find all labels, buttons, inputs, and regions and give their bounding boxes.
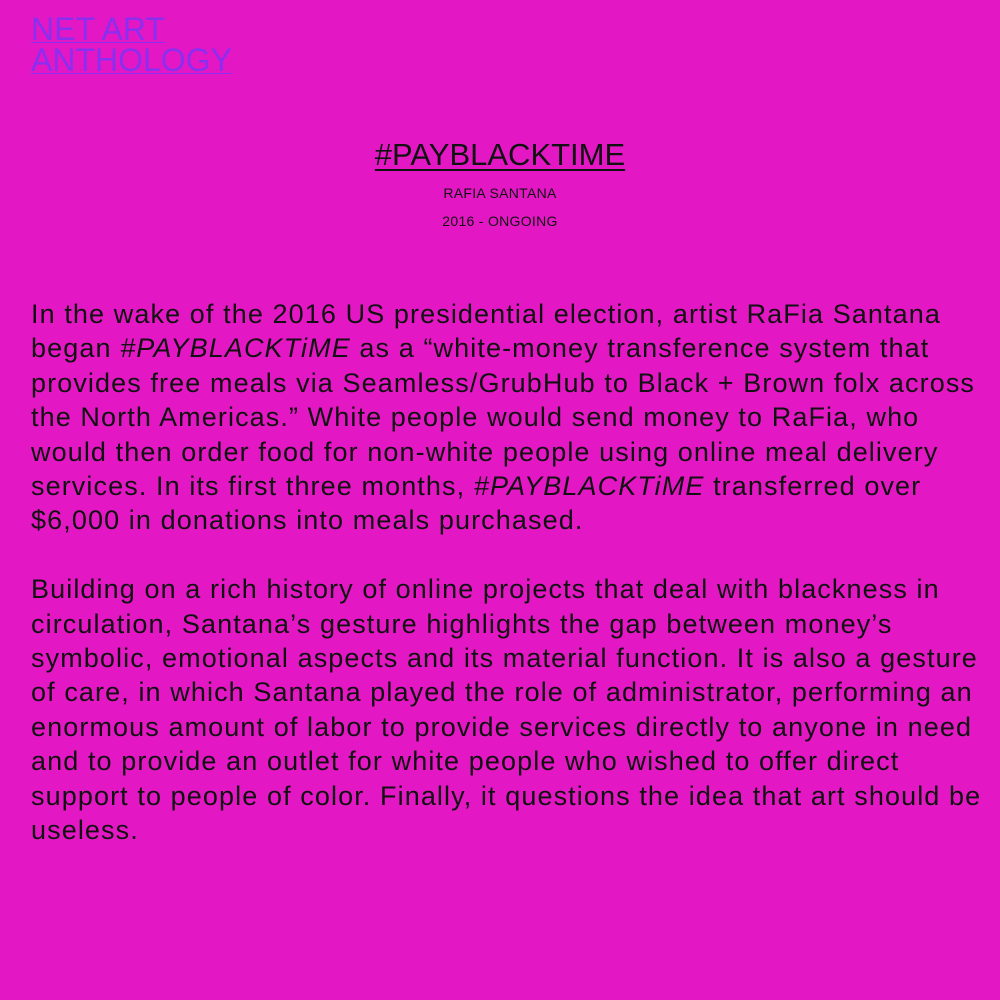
p1-text-b: as a “white-money transference system that provides free meals via Seamless/GrubHub to Black + Brown folx across the North Americas.” White people would send money to RaFia, who would then order food for non-white people using online meal delivery services. In its first three months, bbox=[31, 333, 976, 502]
description-paragraph-2: Building on a rich history of online projects that deal with blackness in circulation, Santana’s gesture highlights the gap between money’s symbolic, emotional aspects and its material function. It is also a gesture of care, in which Santana played the role of administrator, performing an enormous amount of labor to provide services directly to anyone in need and to provide an outlet for white people who wished to offer direct support to people of color. Finally, it questions the idea that art should be useless. bbox=[31, 574, 982, 846]
work-title-link[interactable]: #PAYBLACKTIME bbox=[374, 137, 626, 172]
work-description bbox=[31, 297, 986, 882]
p1-work-title-1: #PAYBLACKTiME bbox=[120, 333, 351, 364]
logo-line-2: ANTHOLOGY bbox=[31, 42, 232, 78]
work-date: 2016 - ONGOING bbox=[442, 213, 558, 229]
artist-name: RAFIA SANTANA bbox=[443, 185, 557, 201]
logo-line-1: NET ART bbox=[31, 11, 165, 47]
description-paragraph-1 bbox=[31, 297, 986, 538]
p1-text-a: In the wake of the 2016 US presidential election, artist RaFia Santana began bbox=[31, 299, 941, 364]
p1-work-title-2: #PAYBLACKTiME bbox=[473, 471, 705, 502]
p1-text-c: transferred over $6,000 in donations into meals purchased. bbox=[31, 471, 922, 536]
work-header bbox=[0, 136, 1000, 235]
site-logo-link[interactable] bbox=[31, 11, 232, 78]
